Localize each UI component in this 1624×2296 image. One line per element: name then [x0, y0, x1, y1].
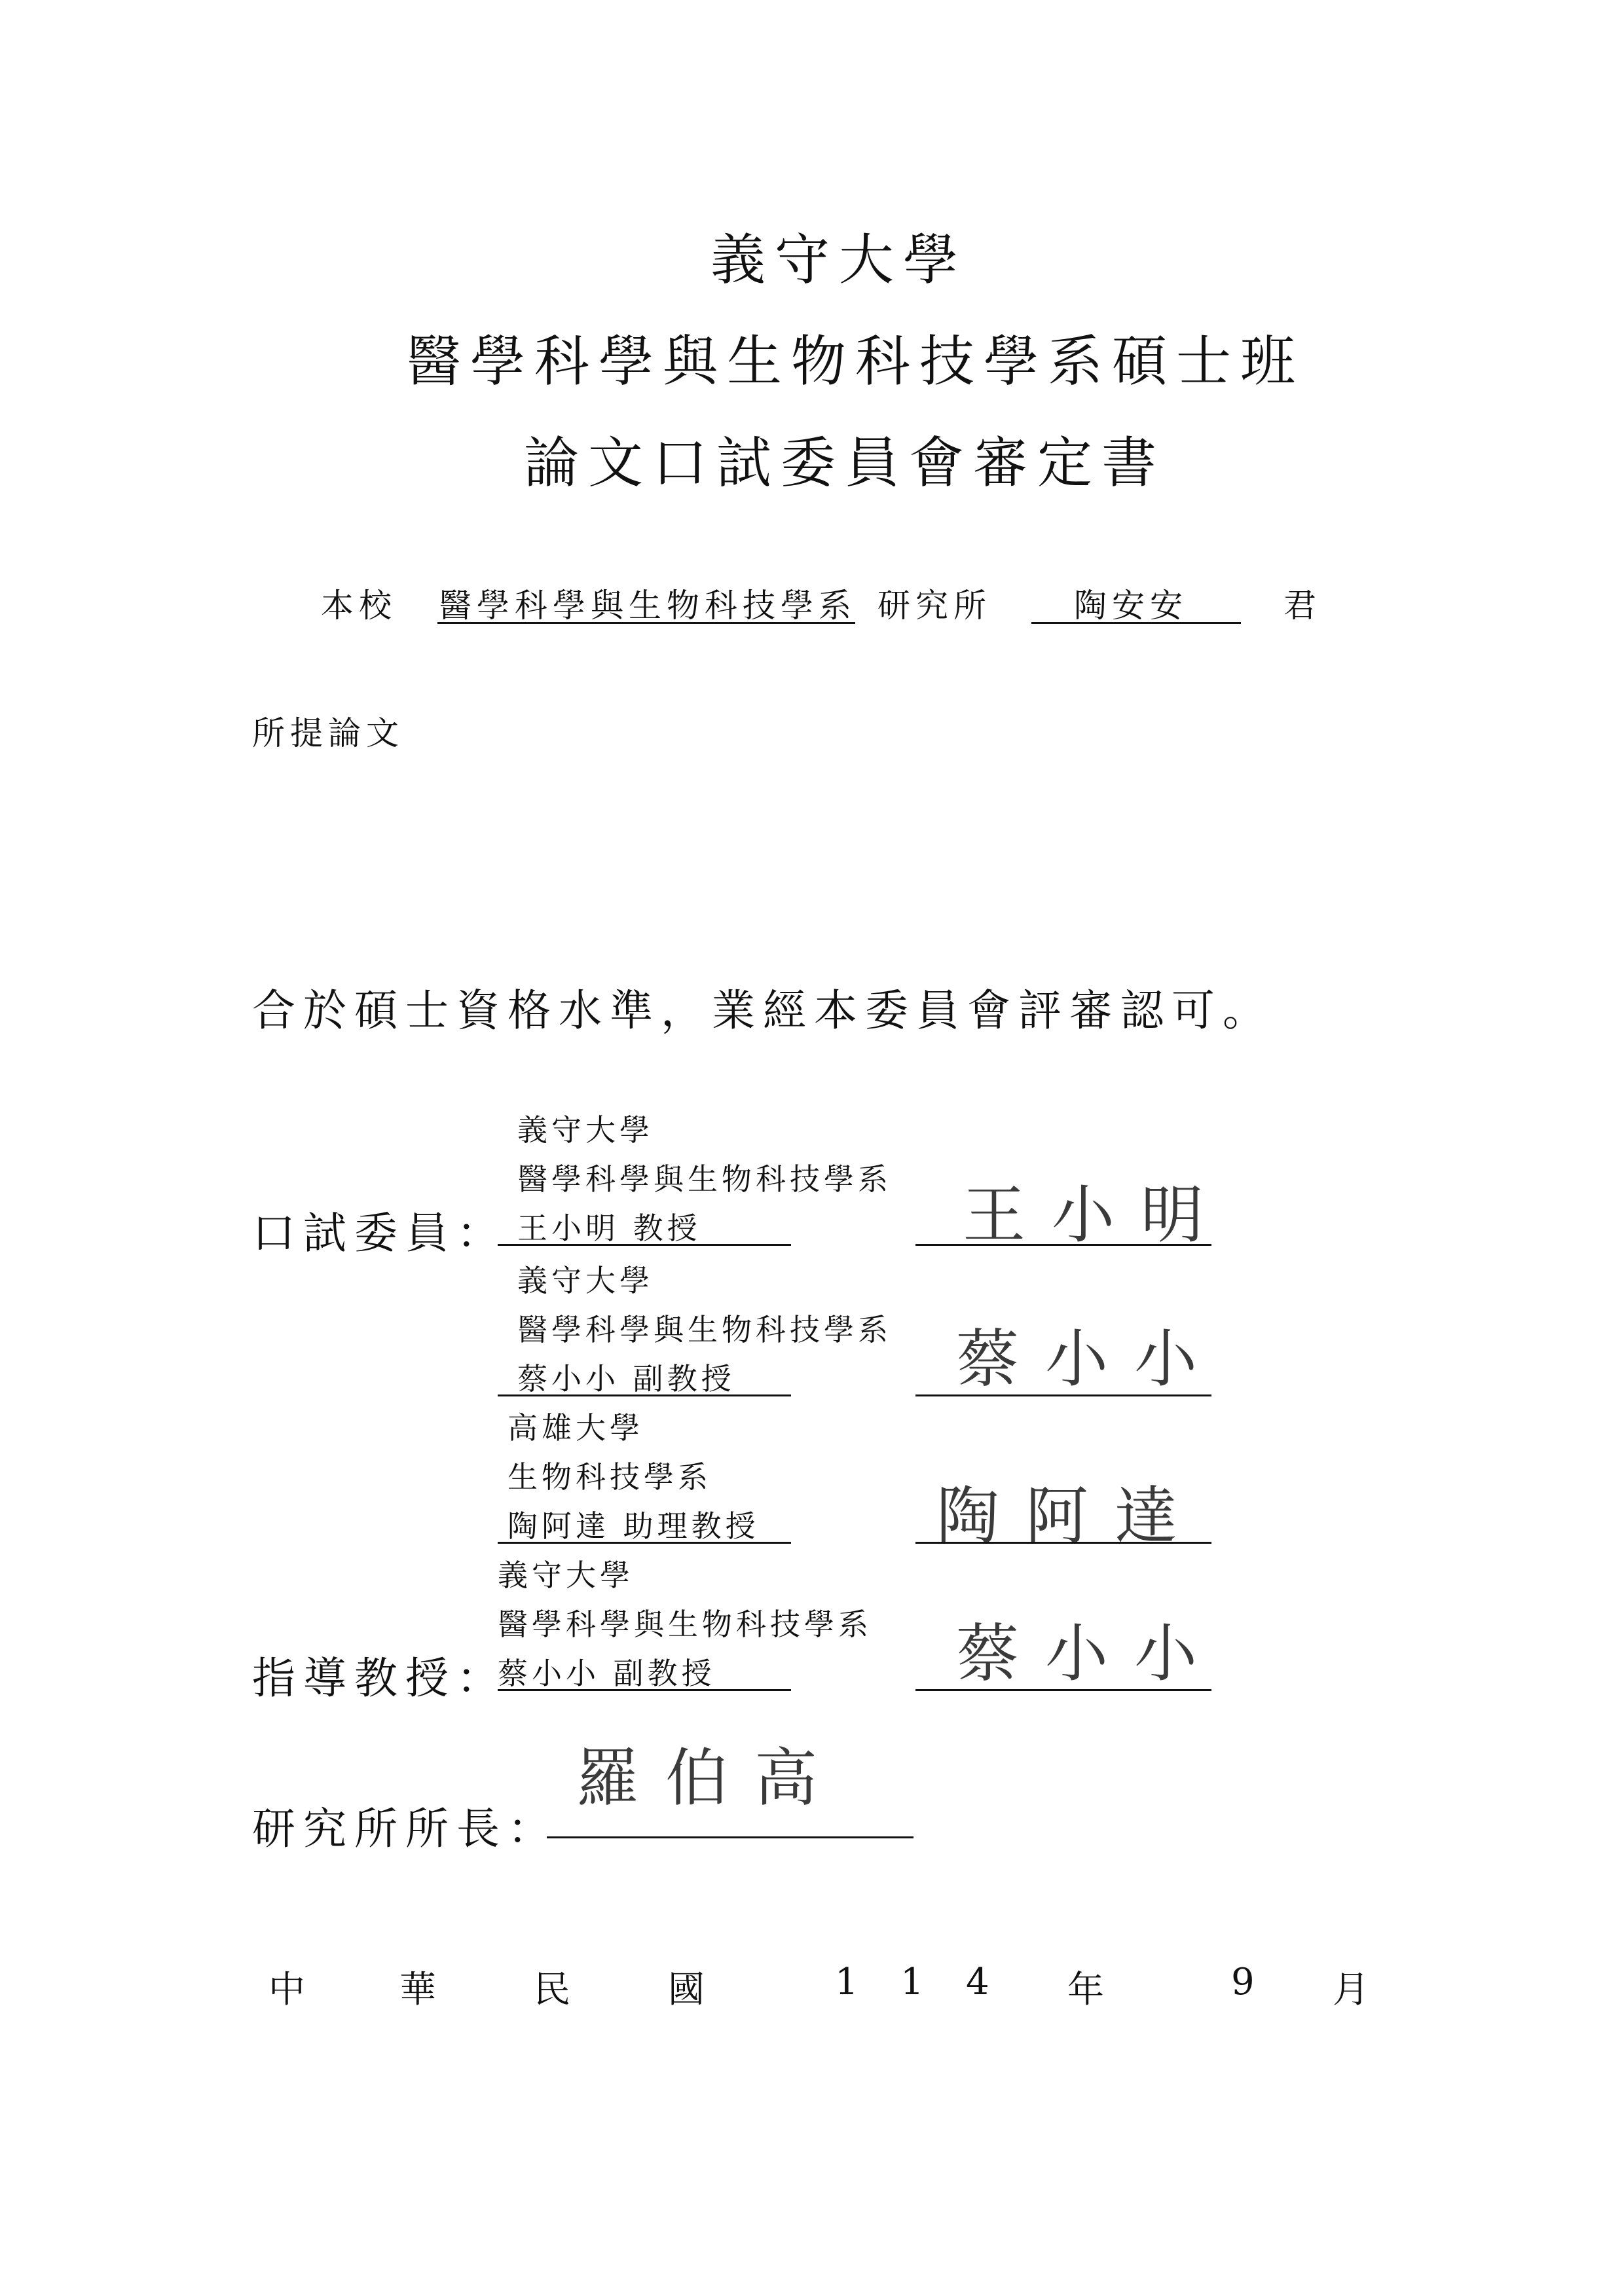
document-title: 論文口試委員會審定書 [524, 431, 1166, 495]
advisor-name: 蔡小小 副教授 [498, 1656, 716, 1691]
date-min: 民 [534, 1969, 570, 2011]
member-1-name: 王小明 教授 [517, 1211, 701, 1246]
intro-institute: 研究所 [877, 587, 991, 625]
intro-prefix: 本校 [321, 587, 397, 625]
member-2-name: 蔡小小 副教授 [517, 1361, 735, 1396]
member-1-school: 義守大學 [517, 1112, 654, 1148]
student-name: 陶安安 [1074, 587, 1188, 625]
committee-label: 口試委員： [252, 1208, 507, 1258]
member-1-signature: 王小明 [963, 1178, 1230, 1252]
member-2-school: 義守大學 [517, 1263, 654, 1298]
member-3-underline [498, 1542, 791, 1544]
advisor-signature-line [915, 1689, 1211, 1691]
date-nian: 年 [1067, 1969, 1104, 2011]
member-3-dept: 生物科技學系 [507, 1459, 712, 1495]
member-2-dept: 醫學科學與生物科技學系 [517, 1312, 892, 1347]
date-year-digit-2: 1 [900, 1961, 924, 2003]
student-underline [1031, 622, 1241, 624]
member-3-signature: 陶阿達 [936, 1480, 1204, 1553]
member-3-name: 陶阿達 助理教授 [507, 1508, 760, 1544]
member-3-signature-line [915, 1542, 1211, 1544]
intro-suffix: 君 [1283, 587, 1321, 625]
member-2-underline [498, 1394, 791, 1396]
date-guo: 國 [668, 1969, 705, 2011]
approval-statement: 合於碩士資格水準，業經本委員會評審認可。 [252, 985, 1274, 1036]
date-hua: 華 [399, 1969, 436, 2011]
date-yue: 月 [1333, 1969, 1369, 2011]
director-signature-line [547, 1836, 913, 1838]
advisor-label: 指導教授： [252, 1653, 507, 1704]
member-3-school: 高雄大學 [507, 1410, 644, 1446]
program-title: 醫學科學與生物科技學系碩士班 [406, 329, 1305, 393]
date-year-digit-3: 4 [966, 1961, 989, 2003]
date-zhong: 中 [268, 1969, 305, 2011]
member-1-signature-line [915, 1244, 1211, 1246]
advisor-underline [498, 1689, 791, 1691]
date-month-number: 9 [1231, 1961, 1255, 2003]
school-title: 義守大學 [710, 228, 968, 292]
advisor-dept: 醫學科學與生物科技學系 [498, 1607, 872, 1642]
director-signature: 羅伯高 [576, 1741, 843, 1815]
thesis-label: 所提論文 [252, 714, 404, 752]
advisor-school: 義守大學 [498, 1558, 634, 1593]
member-2-signature-line [915, 1394, 1211, 1396]
member-2-signature: 蔡小小 [956, 1322, 1223, 1396]
advisor-signature: 蔡小小 [956, 1617, 1223, 1690]
date-year-digit-1: 1 [835, 1961, 858, 2003]
intro-department: 醫學科學與生物科技學系 [439, 587, 857, 625]
director-label: 研究所所長： [252, 1804, 559, 1854]
member-1-underline [498, 1244, 791, 1246]
department-underline [437, 622, 855, 624]
member-1-dept: 醫學科學與生物科技學系 [517, 1161, 892, 1197]
